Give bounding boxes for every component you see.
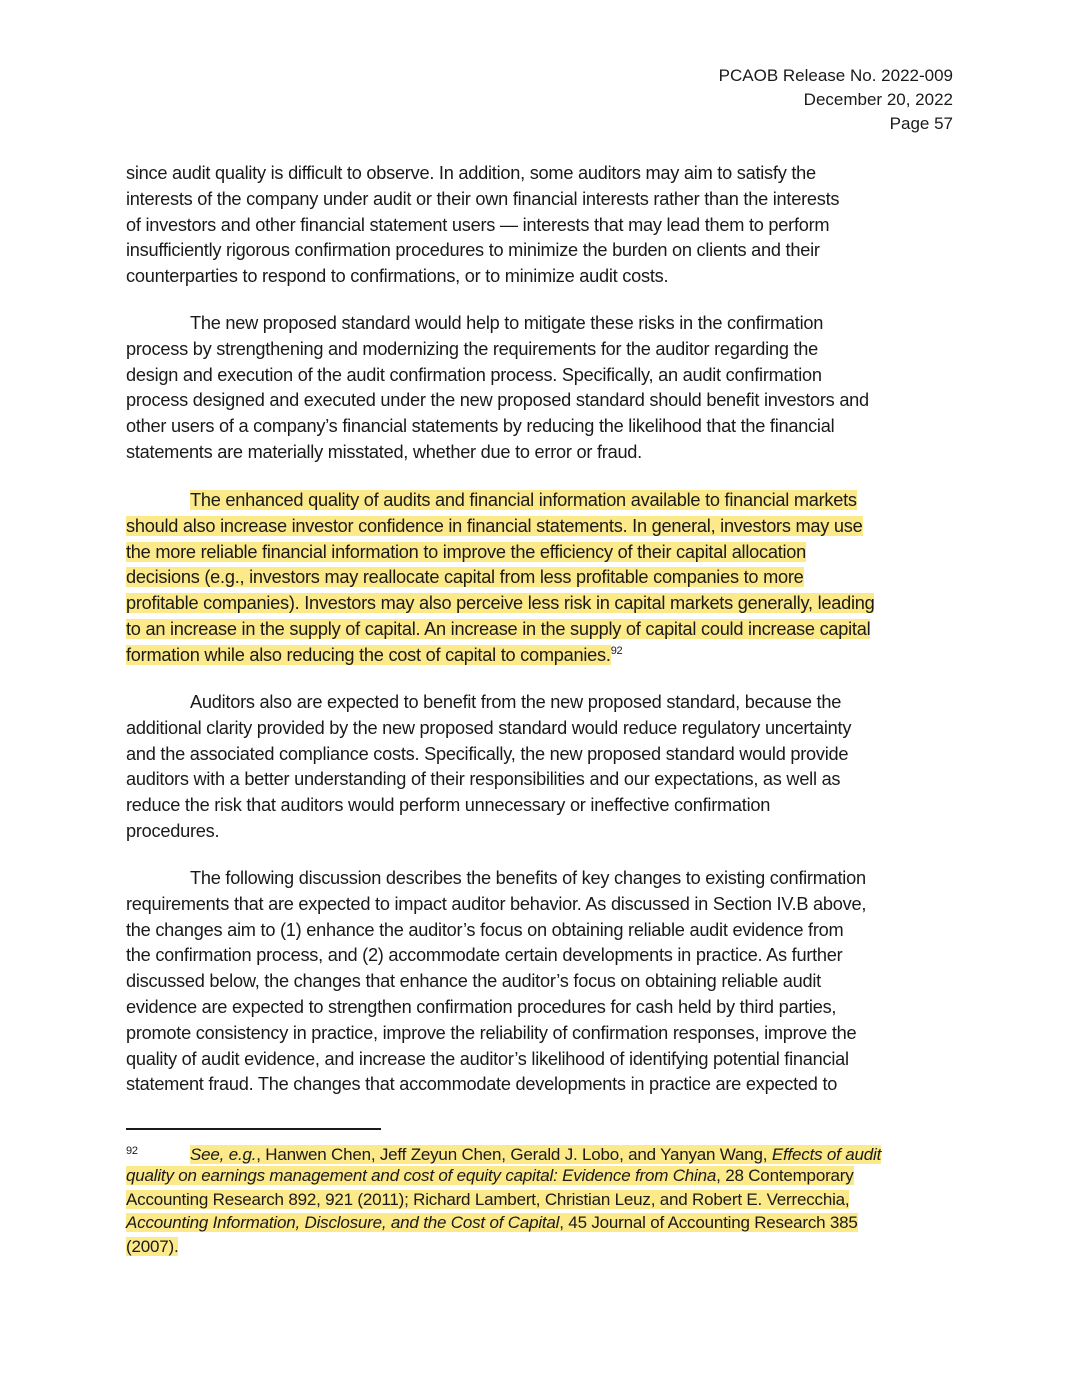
text-line: auditors with a better understanding of their responsibilities and our expectations, as well as bbox=[126, 769, 841, 790]
text-line: process designed and executed under the new proposed standard should benefit investors and bbox=[126, 390, 869, 411]
text-line: evidence are expected to strengthen confirmation procedures for cash held by third parties, bbox=[126, 996, 837, 1017]
footnote-line: 92 See, e.g., Hanwen Chen, Jeff Zeyun Chen, Gerald J. Lobo, and Yanyan Wang, Effects of audit bbox=[126, 1140, 956, 1164]
text-line: insufficiently rigorous confirmation procedures to minimize the burden on clients and their bbox=[126, 240, 820, 261]
text-line: of investors and other financial statement users — interests that may lead them to perform bbox=[126, 214, 830, 235]
text-line: statement fraud. The changes that accommodate developments in practice are expected to bbox=[126, 1074, 838, 1095]
text-line: The new proposed standard would help to mitigate these risks in the confirmation bbox=[190, 313, 824, 333]
text-line: additional clarity provided by the new proposed standard would reduce regulatory uncertainty bbox=[126, 717, 852, 738]
text-line: counterparties to respond to confirmations, or to minimize audit costs. bbox=[126, 266, 669, 287]
text-line: statements are materially misstated, whether due to error or fraud. bbox=[126, 441, 642, 462]
text-line: design and execution of the audit confirmation process. Specifically, an audit confirmation bbox=[126, 364, 822, 385]
text-line: Auditors also are expected to benefit from the new proposed standard, because the bbox=[190, 692, 842, 712]
footnote-line: Accounting Information, Disclosure, and the Cost of Capital, 45 Journal of Accounting Research 385 bbox=[126, 1213, 858, 1233]
footnote-number: 92 bbox=[126, 1145, 138, 1157]
text-line: other users of a company’s financial statements by reducing the likelihood that the financial bbox=[126, 416, 835, 437]
footnote-line: Accounting Research 892, 921 (2011); Richard Lambert, Christian Leuz, and Robert E. Verrecchia, bbox=[126, 1189, 850, 1209]
paragraph-2 bbox=[126, 311, 956, 466]
text-line: and the associated compliance costs. Specifically, the new proposed standard would provide bbox=[126, 743, 849, 764]
footnote-reference[interactable]: 92 bbox=[610, 644, 623, 657]
release-date: December 20, 2022 bbox=[803, 90, 953, 109]
highlighted-line: decisions (e.g., investors may reallocate capital from less profitable companies to more bbox=[126, 567, 804, 588]
paragraph-5 bbox=[126, 866, 956, 1098]
text-line: since audit quality is difficult to observe. In addition, some auditors may aim to satisfy the bbox=[126, 163, 816, 183]
text-line: the changes aim to (1) enhance the auditor’s focus on obtaining reliable audit evidence from bbox=[126, 919, 844, 940]
paragraph-1 bbox=[126, 161, 956, 290]
text-line: promote consistency in practice, improve the reliability of confirmation responses, improve the bbox=[126, 1022, 857, 1043]
text-line: procedures. bbox=[126, 820, 220, 841]
highlighted-line: to an increase in the supply of capital. An increase in the supply of capital could increase capital bbox=[126, 618, 871, 639]
paragraph-4 bbox=[126, 690, 956, 845]
text-line: requirements that are expected to impact auditor behavior. As discussed in Section IV.B above, bbox=[126, 893, 867, 914]
highlighted-line: profitable companies). Investors may also perceive less risk in capital markets generally, leading bbox=[126, 593, 875, 614]
footnote-line: (2007). bbox=[126, 1237, 179, 1257]
footnote-92 bbox=[126, 1140, 956, 1259]
footnote-separator bbox=[126, 1128, 381, 1130]
text-line: reduce the risk that auditors would perform unnecessary or ineffective confirmation bbox=[126, 795, 771, 816]
highlighted-line: formation while also reducing the cost of capital to companies.$^{92}$ bbox=[126, 644, 623, 665]
text-line: discussed below, the changes that enhance the auditor’s focus on obtaining reliable audit bbox=[126, 971, 821, 992]
page-number: Page 57 bbox=[889, 114, 953, 133]
text-line: The following discussion describes the benefits of key changes to existing confirmation bbox=[190, 868, 866, 888]
text-line: process by strengthening and modernizing the requirements for the auditor regarding the bbox=[126, 338, 819, 359]
page-header bbox=[719, 64, 953, 136]
release-number: PCAOB Release No. 2022-009 bbox=[718, 66, 953, 85]
highlighted-line: should also increase investor confidence in financial statements. In general, investors may use bbox=[126, 515, 863, 536]
text-line: the confirmation process, and (2) accommodate certain developments in practice. As further bbox=[126, 945, 843, 966]
highlighted-paragraph bbox=[126, 488, 956, 669]
footnote-line: quality on earnings management and cost of equity capital: Evidence from China, 28 Contemporary bbox=[126, 1165, 854, 1185]
highlighted-line: the more reliable financial information to improve the efficiency of their capital allocation bbox=[126, 541, 807, 562]
text-line: interests of the company under audit or their own financial interests rather than the interests bbox=[126, 188, 840, 209]
highlighted-line: The enhanced quality of audits and financial information available to financial markets bbox=[190, 490, 857, 510]
text-line: quality of audit evidence, and increase the auditor’s likelihood of identifying potential financial bbox=[126, 1048, 849, 1069]
